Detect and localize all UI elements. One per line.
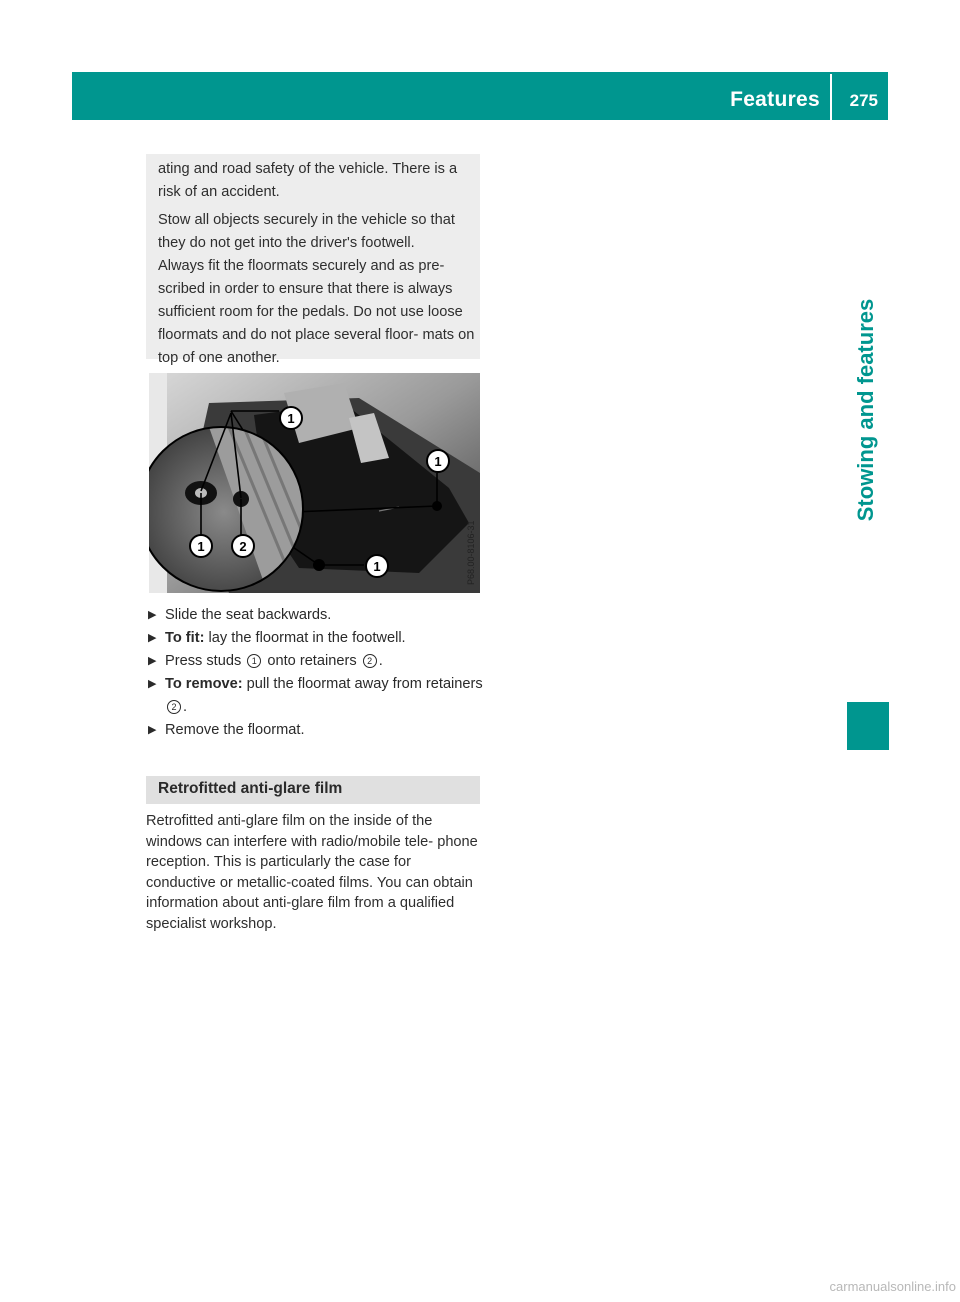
step-text: pull the floormat away from retainers (246, 676, 483, 692)
page-header (72, 72, 888, 120)
step-text: Slide the seat backwards. (165, 607, 332, 623)
footer-watermark: carmanualsonline.info (829, 1279, 956, 1294)
step-text: lay the floormat in the footwell. (208, 630, 406, 646)
side-tab-marker (847, 702, 889, 750)
section-body: Retrofitted anti-glare film on the inside of the windows can interfere with radio/mobile tele- phone reception. This is particularly the case for conductive or metallic-coated films. You can obtain information about anti-glare film from a qualified specialist workshop. (146, 813, 478, 932)
step-text: Remove the floormat. (165, 722, 305, 738)
callout (190, 535, 212, 557)
floormat-figure (149, 373, 480, 593)
svg-text:1: 1 (197, 539, 205, 554)
step-arrow-icon: ▶ (148, 655, 157, 667)
step-text: onto retainers (267, 653, 357, 669)
section-heading-text: Retrofitted anti-glare film (158, 780, 343, 797)
step-text: Press studs (165, 653, 242, 669)
callout (427, 450, 449, 472)
step-label: To remove: (165, 676, 243, 692)
step-item (148, 650, 488, 673)
warning-box (146, 154, 480, 366)
warning-paragraph-3: Always fit the floormats securely and as pre- scribed in order to ensure that there is always sufficient room for the pedals. Do not use loose floormats and do not place several floor- mats on top of one another. (158, 258, 475, 366)
reference-number: 1 (247, 654, 261, 668)
callout (232, 535, 254, 557)
instruction-steps (148, 604, 488, 742)
page-number: 275 (849, 91, 878, 110)
step-item (148, 627, 488, 650)
step-text: . (183, 699, 188, 715)
step-arrow-icon: ▶ (148, 632, 157, 644)
warning-paragraph-1: ating and road safety of the vehicle. There is a risk of an accident. (158, 161, 458, 200)
svg-text:1: 1 (287, 411, 295, 426)
warning-paragraph-2: Stow all objects securely in the vehicle so that they do not get into the driver's footwell. (158, 212, 455, 251)
svg-text:1: 1 (434, 454, 442, 469)
svg-text:1: 1 (373, 559, 381, 574)
section-heading (146, 776, 480, 804)
step-arrow-icon: ▶ (148, 678, 157, 690)
header-title: Features (730, 88, 820, 111)
step-text: . (378, 653, 383, 669)
step-arrow-icon: ▶ (148, 724, 157, 736)
callout (280, 407, 302, 429)
step-item (148, 604, 488, 627)
reference-number: 2 (167, 700, 181, 714)
reference-number: 2 (363, 654, 377, 668)
callout (366, 555, 388, 577)
side-tab-label: Stowing and features (853, 298, 879, 522)
step-item (148, 719, 488, 742)
step-arrow-icon: ▶ (148, 609, 157, 621)
figure-code: P68.00-8106-31 (466, 520, 476, 585)
step-label: To fit: (165, 630, 205, 646)
header-divider (830, 74, 832, 120)
step-item (148, 673, 488, 719)
svg-text:2: 2 (239, 539, 247, 554)
side-tab (843, 136, 889, 684)
